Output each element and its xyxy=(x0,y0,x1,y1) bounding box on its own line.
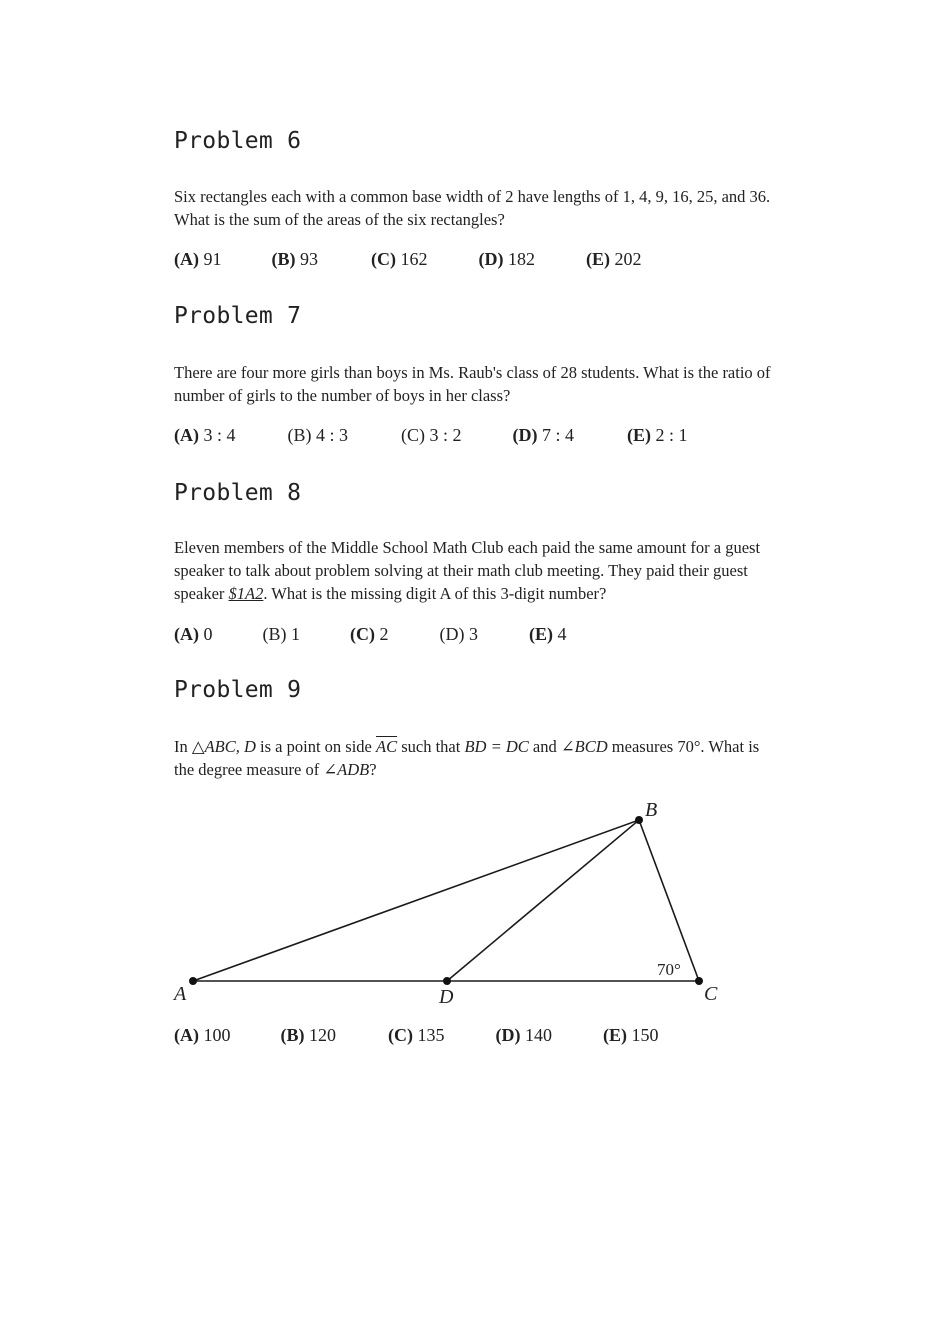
choice-d: (D) 140 xyxy=(495,1025,552,1045)
point-a xyxy=(189,977,197,985)
side-bc xyxy=(639,820,699,981)
segment-bd xyxy=(447,820,639,981)
problem-9-text: In △ABC, D is a point on side $\overline{AC}$ such that BD = DC and ∠BCD measures 70°. What is the degree measure of ∠ADB? xyxy=(174,737,760,779)
choice-c: (C) 3 : 2 xyxy=(401,425,462,445)
choice-a: (A) 100 xyxy=(174,1025,231,1045)
label-b: B xyxy=(645,799,658,821)
problem-8-text: Eleven members of the Middle School Math Club each paid the same amount for a guest speaker to talk about problem solving at their math club meeting. They paid their guest speaker $1A2. What is the missing digit A of this 3-digit number? xyxy=(174,538,761,603)
choice-d: (D) 7 : 4 xyxy=(512,425,575,445)
choice-a: (A) 91 xyxy=(174,249,222,269)
label-d: D xyxy=(439,986,454,1008)
choice-b: (B) 120 xyxy=(280,1025,336,1045)
point-c xyxy=(695,977,703,985)
choice-e: (E) 150 xyxy=(603,1025,659,1045)
problem-6-title: Problem 6 xyxy=(174,128,302,154)
choice-a: (A) 0 xyxy=(174,624,213,644)
problem-7-text: There are four more girls than boys in Ms. Raub's class of 28 students. What is the ratio of number of girls to the number of boys in her class? xyxy=(174,363,771,405)
choice-b: (B) 1 xyxy=(262,624,300,644)
side-ab xyxy=(193,820,639,981)
choice-e: (E) 2 : 1 xyxy=(627,425,688,445)
choice-d: (D) 182 xyxy=(478,249,535,269)
label-c: C xyxy=(704,983,718,1005)
choice-e: (E) 4 xyxy=(529,624,567,644)
choice-b: (B) 4 : 3 xyxy=(287,425,349,445)
choice-a: (A) 3 : 4 xyxy=(174,425,236,445)
problem-7-title: Problem 7 xyxy=(174,303,302,329)
problem-9-title: Problem 9 xyxy=(174,677,302,703)
choice-c: (C) 135 xyxy=(388,1025,445,1045)
point-b xyxy=(635,816,643,824)
angle-label: 70° xyxy=(657,960,681,979)
point-d xyxy=(443,977,451,985)
label-a: A xyxy=(174,983,187,1005)
choice-c: (C) 2 xyxy=(350,624,389,644)
choice-c: (C) 162 xyxy=(371,249,428,269)
amount: $1A2 xyxy=(228,584,264,603)
choice-b: (B) 93 xyxy=(271,249,318,269)
problem-9-choices xyxy=(174,1025,659,1046)
choice-e: (E) 202 xyxy=(586,249,642,269)
problem-6-text: Six rectangles each with a common base width of 2 have lengths of 1, 4, 9, 16, 25, and 36. What is the sum of the areas of the six rectangles? xyxy=(174,187,771,229)
problem-8-title: Problem 8 xyxy=(174,480,302,506)
choice-d: (D) 3 xyxy=(439,624,478,644)
